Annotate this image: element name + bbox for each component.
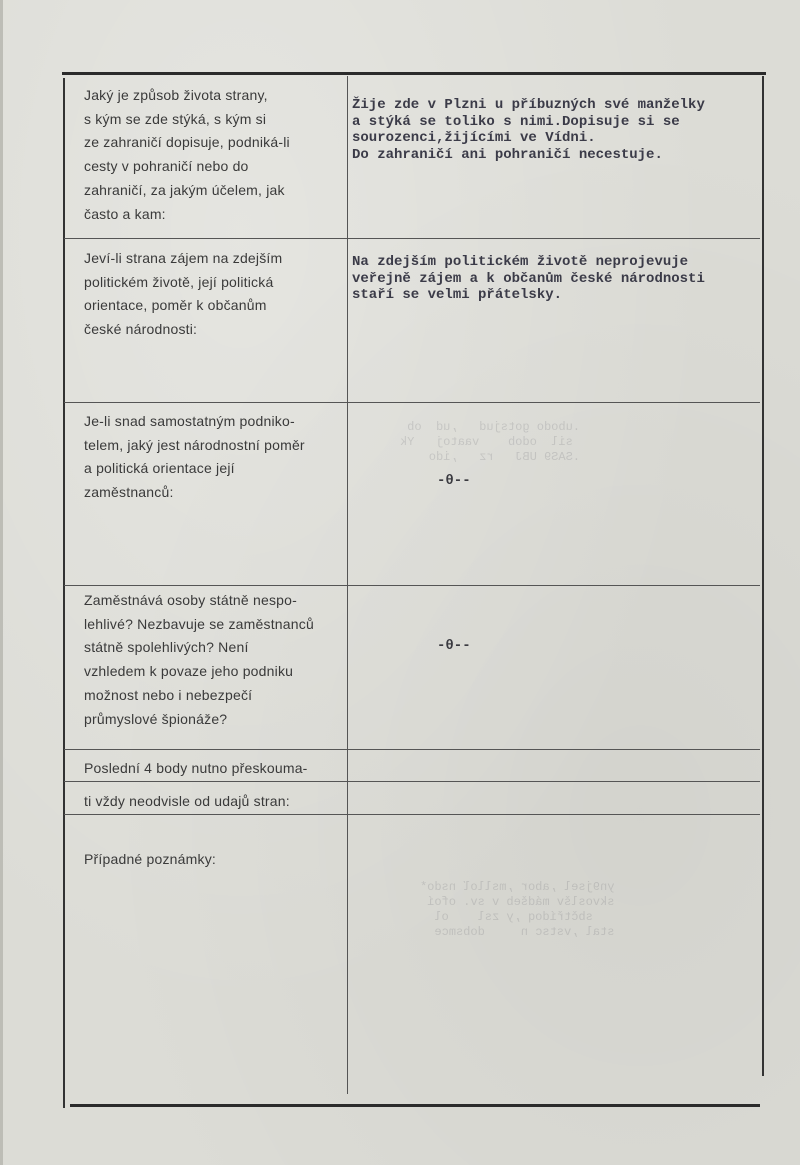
verification-note-line-2: ti vždy neodvisle od udajů stran: xyxy=(84,793,290,809)
bleed-through-text: yn9jsel ,abor ,mslloľ nsdo* skvoslšv mádšeb v sv. ofoí sbčtřídoq ,y zsl ol stal ,vstsc n dobsmce xyxy=(420,880,615,939)
answer-unreliable-employees: -θ-- xyxy=(437,638,471,654)
row-separator xyxy=(64,585,760,586)
row-separator xyxy=(64,238,760,239)
question-way-of-life: Jaký je způsob života strany, s kým se zde stýká, s kým si ze zahraničí dopisuje, podniká-li cesty v pohraničí nebo do zahraničí, za jakým účelem, jak často a kam: xyxy=(84,87,290,222)
row-separator xyxy=(64,749,760,750)
right-border xyxy=(762,76,764,1076)
verification-note-line-1: Poslední 4 body nutno přeskouma- xyxy=(84,760,308,776)
row-separator xyxy=(64,781,760,782)
question-unreliable-employees: Zaměstnává osoby státně nespo- lehlivé? Nezbavuje se zaměstnanců státně spolehlivých? Není vzhledem k povaze jeho podniku možnost nebo i nebezpečí průmyslové špionáže? xyxy=(84,592,314,727)
bottom-border xyxy=(70,1104,760,1107)
bleed-through-text: .ubodo gotsjud ,ud ob sil odob vaatoj Yk .SAS9 UBJ rz ,ido xyxy=(400,420,581,464)
answer-employees-nationality: -θ-- xyxy=(437,473,471,489)
top-border xyxy=(62,72,766,75)
page-edge-left xyxy=(0,0,3,1165)
answer-political-interest: Na zdejším politickém životě neprojevuje veřejně zájem a k občanům české národnosti staří se velmi přátelsky. xyxy=(352,254,705,303)
answer-way-of-life: Žije zde v Plzni u příbuzných své manželky a stýká se toliko s nimi.Dopisuje si se sourozenci,žijícími ve Vídni. Do zahraničí ani pohraničí necestuje. xyxy=(352,97,705,163)
question-political-interest: Jeví-li strana zájem na zdejším politickém životě, její politická orientace, poměr k občanům české národnosti: xyxy=(84,250,283,338)
remarks-label: Případné poznámky: xyxy=(84,851,217,867)
question-employees-nationality: Je-li snad samostatným podniko- telem, jaký jest národnostní poměr a politická orientace její zaměstnanců: xyxy=(84,413,305,501)
row-separator xyxy=(64,402,760,403)
left-border xyxy=(63,78,65,1108)
row-separator xyxy=(64,814,760,815)
